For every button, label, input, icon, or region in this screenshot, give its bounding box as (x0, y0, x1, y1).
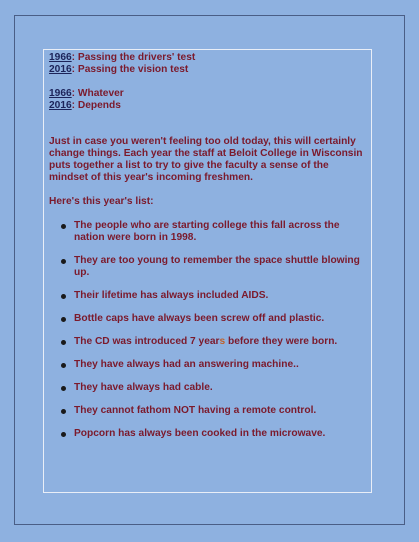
bullet-icon (61, 432, 66, 437)
comparison-2016-vision (49, 64, 367, 76)
bullet-icon (61, 409, 66, 414)
list-item-text: They cannot fathom NOT having a remote control. (74, 405, 317, 416)
bullet-icon (61, 259, 66, 264)
bullet-icon (61, 386, 66, 391)
list-item (49, 220, 367, 244)
year: 1966 (49, 88, 72, 99)
list-item-text: Bottle caps have always been screw off and plastic. (74, 313, 325, 324)
list-item-text: They are too young to remember the space shuttle blowing up. (74, 255, 360, 278)
bullet-icon (61, 340, 66, 345)
list-item (49, 336, 367, 348)
list-item-text: They have always had cable. (74, 382, 213, 393)
list-item-text: Popcorn has always been cooked in the microwave. (74, 428, 326, 439)
year: 1966 (49, 52, 72, 63)
facts-list (49, 220, 367, 440)
comparison-text: : Depends (71, 100, 121, 111)
list-heading: Here's this year's list: (49, 196, 154, 207)
list-item-text-before: The CD was introduced 7 year (74, 336, 220, 347)
list-item-text-after: before they were born. (225, 336, 338, 347)
comparison-1966-whatever (49, 88, 367, 100)
list-item (49, 428, 367, 440)
list-item (49, 382, 367, 394)
year: 2016 (49, 100, 72, 111)
list-item (49, 255, 367, 279)
list-item (49, 313, 367, 325)
document-body (49, 52, 367, 451)
year: 2016 (49, 64, 72, 75)
bullet-icon (61, 317, 66, 322)
list-item (49, 359, 367, 371)
bullet-icon (61, 224, 66, 229)
list-item-accent: s (219, 336, 226, 347)
comparison-1966-driving (49, 52, 367, 64)
list-item-text: Their lifetime has always included AIDS. (74, 290, 269, 301)
list-item (49, 290, 367, 302)
bullet-icon (61, 363, 66, 368)
list-item (49, 405, 367, 417)
intro-paragraph: Just in case you weren't feeling too old today, this will certainly change things. Each year the staff at Beloit College in Wisconsin puts together a list to try to give the faculty a sense of the mindset of this year's incoming freshmen. (49, 136, 363, 183)
bullet-icon (61, 294, 66, 299)
comparison-text: : Passing the drivers' test (71, 52, 196, 63)
comparison-text: : Passing the vision test (71, 64, 189, 75)
list-item-text: They have always had an answering machine.. (74, 359, 299, 370)
list-item-text: The people who are starting college this fall across the nation were born in 1998. (74, 220, 340, 243)
comparison-text: : Whatever (71, 88, 124, 99)
comparison-2016-depends (49, 100, 367, 112)
